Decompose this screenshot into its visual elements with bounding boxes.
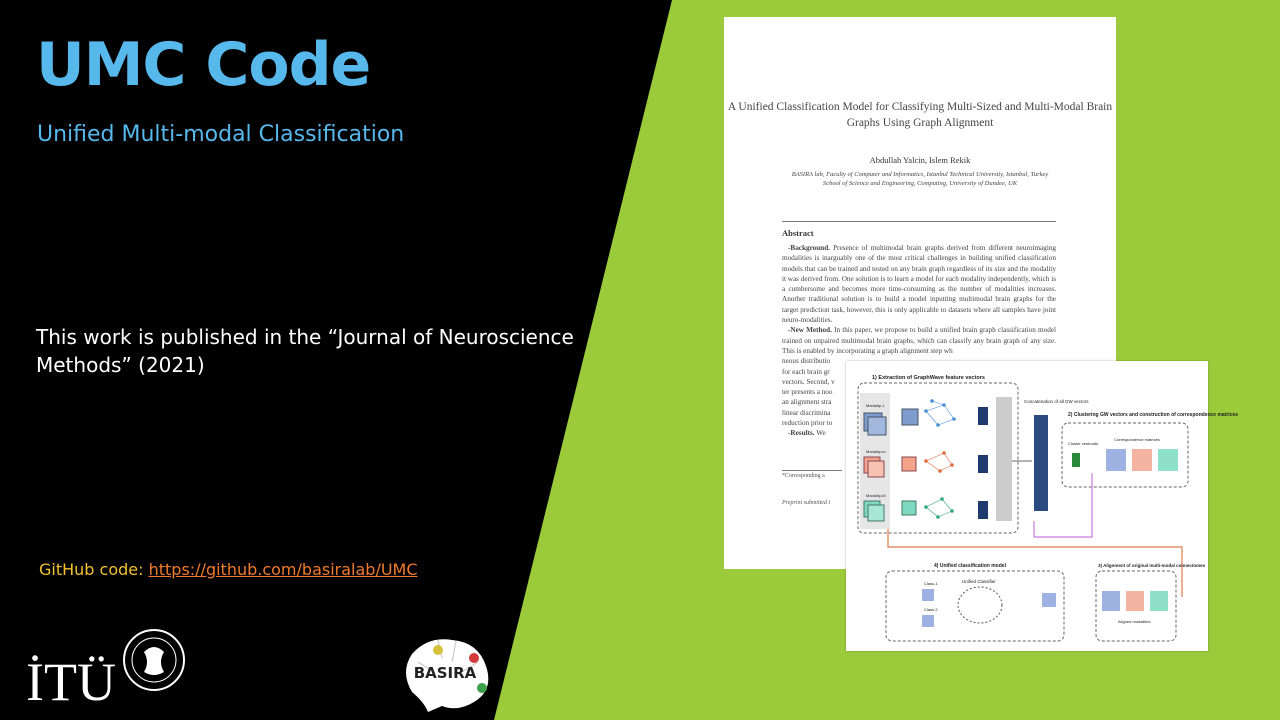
affiliation-b: School of Science and Engineering, Computing, University of Dundee, UK (822, 180, 1018, 187)
class2-label: Class-2 (924, 607, 938, 612)
background-text: Presence of multimodal brain graphs derived from different neuroimaging modalities is inarguably one of the most critical challenges in building unified classification models that can be trained and tested on any brain graph regardless of its size and the modality it was derived from. One solution is to learn a model for each modality independently, which is a cumbersome and becomes more time-consuming as the number of modalities increases. Another traditional solution is to build a model inputting multimodal brain graphs for the target prediction task, however, this is only applicable to datasets where all samples have joint neuro-modalities. (782, 244, 1057, 325)
paper-rule (782, 221, 1056, 222)
partial-line: for each brain gr (782, 367, 830, 376)
step1-label: 1) Extraction of GraphWave feature vectors (872, 375, 985, 381)
method-figure (846, 361, 1239, 651)
class1-label: Class-1 (924, 581, 938, 586)
aligned-label: Aligned modalities (1118, 619, 1151, 624)
abstract-heading: Abstract (782, 228, 814, 238)
publication-note: This work is published in the “Journal of Neuroscience Methods” (2021) (36, 325, 574, 377)
footnote-rule (782, 470, 842, 471)
cluster-label: Cluster centroids (1068, 441, 1099, 446)
paper-authors: Abdullah Yalcin, Islem Rekik (869, 155, 971, 165)
github-label: GitHub code: (39, 560, 149, 579)
github-link[interactable]: https://github.com/basiralab/UMC (148, 560, 418, 579)
newmethod-text: In this paper, we propose to build a unified brain graph classification model trained on unpaired multimodal brain graphs, which can classify any brain graph of any size. This is enabled by incorporating a graph alignment step wh (782, 326, 1056, 355)
paper-affiliations (764, 170, 1076, 188)
partial-line: an alignment stra (782, 398, 832, 407)
unified-label: Unified Classifier (962, 579, 996, 584)
basira-logo (398, 632, 494, 714)
partial-line: linear discrimina (782, 408, 831, 417)
modality-m-label: Modality-m (866, 449, 886, 454)
github-line (39, 560, 418, 579)
newmethod-label: -New Method. (788, 326, 832, 335)
itu-logo-text: İTÜ (26, 652, 116, 712)
itu-logo (26, 622, 176, 712)
results-text: We (816, 429, 826, 438)
modality-M-label: Modality-M (866, 493, 886, 498)
step2-label: 2) Clustering GW vectors and construction of correspondence matrices (1068, 412, 1239, 418)
corr-label: Correspondence matrices (1114, 437, 1160, 442)
step3-label: 3) Alignment of original multi-modal connectomes (1098, 563, 1206, 568)
network-graph-1 (925, 400, 956, 427)
modality-stacks (860, 393, 890, 529)
partial-line: vectors. Second, v (782, 377, 835, 386)
modality-1-label: Modality-1 (866, 403, 885, 408)
concat-label: Concatenation of all GW vectors (1024, 399, 1089, 404)
paper-title: A Unified Classification Model for Classifying Multi-Sized and Multi-Modal Brain Graphs Using Graph Alignment (727, 101, 1113, 129)
results-label: -Results. (788, 429, 815, 438)
partial-line: ter presents a noo (782, 388, 833, 397)
footnote: *Corresponding a (782, 473, 825, 479)
partial-line: reduction prior to (782, 419, 833, 428)
network-graph-M (925, 498, 954, 519)
affiliation-a: BASIRA lab, Faculty of Computer and Informatics, Istanbul Technical University, Istanbul, Turkey (791, 171, 1049, 178)
step4-label: 4) Unified classification model (934, 563, 1006, 569)
background-label: -Background. (788, 244, 831, 252)
slide-title: UMC Code (36, 30, 371, 100)
network-graph-m (925, 452, 954, 473)
partial-line: neous distributio (782, 357, 831, 366)
slide-subtitle: Unified Multi-modal Classification (37, 122, 405, 147)
preprint-note: Preprint submitted t (782, 500, 831, 506)
basira-logo-text: BASIRA (413, 664, 477, 682)
